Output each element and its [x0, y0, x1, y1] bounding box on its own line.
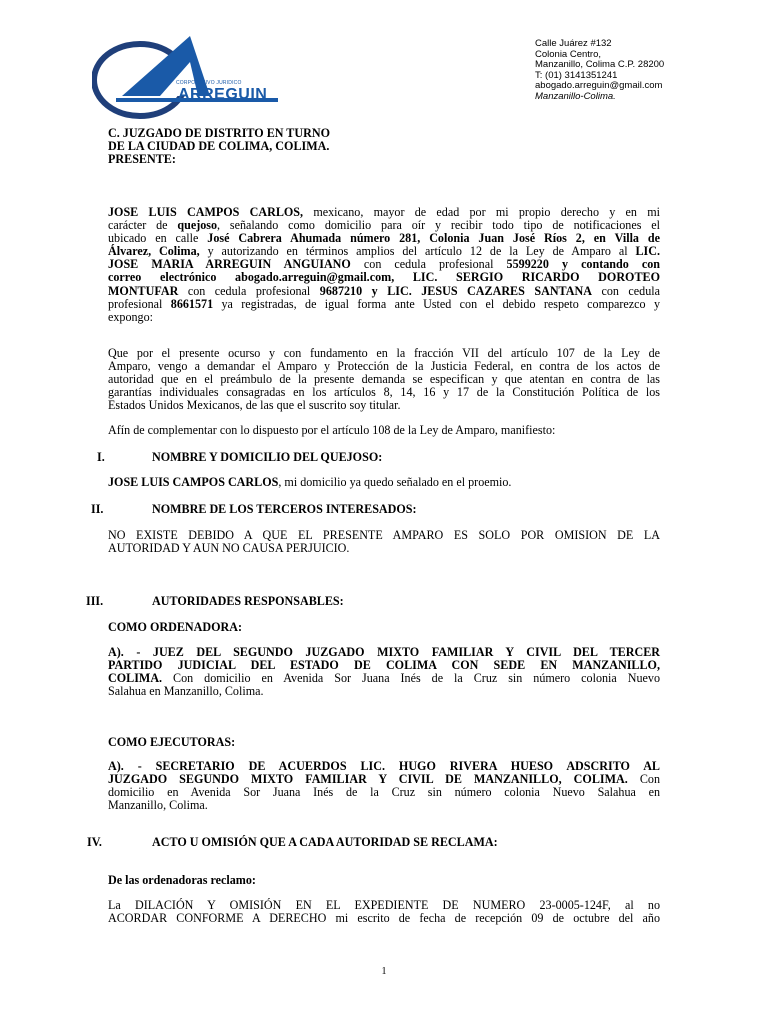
intro-text: con cedula profesional: [178, 283, 320, 298]
letterhead-address: [535, 39, 755, 103]
paragraph-line: A). - JUEZ DEL SEGUNDO JUZGADO MIXTO FAMILIAR Y CIVIL DEL TERCER: [108, 645, 660, 659]
intro-bold: LIC.: [635, 244, 661, 259]
intro-text: ubicado en calle: [108, 231, 208, 246]
intro-text: ya registradas, de igual forma ante Usted con el debido respeto comparezco y: [213, 296, 660, 311]
intro-text: mexicano, mayor de edad por mi propio derecho y en mi: [303, 205, 660, 219]
section-body: [108, 899, 660, 925]
intro-bold: José Cabrera Ahumada número 281, Colonia Juan José Ríos 2, en Villa de: [207, 231, 660, 246]
section-heading: NOMBRE DE LOS TERCEROS INTERESADOS:: [152, 502, 417, 516]
section-heading: AUTORIDADES RESPONSABLES:: [152, 594, 344, 608]
intro-text: carácter de: [108, 218, 178, 233]
address-line: Manzanillo, Colima C.P. 28200: [535, 59, 665, 71]
addressee-line: DE LA CIUDAD DE COLIMA, COLIMA.: [108, 139, 330, 154]
intro-text: expongo:: [108, 309, 154, 324]
paragraph-line: Manzanillo, Colima.: [108, 798, 208, 813]
body-paragraph: [108, 347, 660, 412]
section-number: I.: [97, 450, 105, 464]
paragraph-line: Que por el presente ocurso y con fundamento en la fracción VII del artículo 107 de la Ley de: [108, 346, 660, 360]
address-city: Manzanillo-Colima.: [535, 90, 616, 102]
paragraph-line: domicilio en Avenida Sor Juana Inés de la Cruz sin número colonia Nuevo Salahua en: [108, 785, 660, 800]
addressee-line: PRESENTE:: [108, 152, 176, 167]
intro-bold: 8661571: [170, 296, 214, 311]
paragraph-line: ACORDAR CONFORME A DERECHO mi escrito de fecha de recepción 09 de octubre del año: [108, 911, 660, 926]
quejoso-name: JOSE LUIS CAMPOS CARLOS,: [108, 205, 304, 219]
authority-ejecutoras: [108, 760, 660, 812]
intro-text: con cedula: [591, 283, 660, 298]
intro-text: y autorizando en términos amplios del artículo 12 de la Ley de Amparo al: [199, 244, 636, 259]
section-body: [108, 529, 660, 555]
company-logo: [92, 34, 282, 120]
addressee-block: [108, 127, 330, 166]
paragraph-line: autoridad que en el preámbulo de la presente demanda se especifican y que atentan en contra de las: [108, 372, 660, 387]
intro-paragraph: [108, 206, 660, 324]
paragraph-line: Estados Unidos Mexicanos, de las que el suscrito soy titular.: [108, 398, 401, 413]
paragraph-text: Con: [627, 772, 660, 787]
paragraph-line: A). - SECRETARIO DE ACUERDOS LIC. HUGO RIVERA HUESO ADSCRITO AL: [108, 759, 660, 773]
addressee-line: C. JUZGADO DE DISTRITO EN TURNO: [108, 126, 330, 140]
address-phone: T: (01) 3141351241: [535, 69, 618, 81]
section-number: III.: [86, 594, 104, 608]
paragraph-line: garantías individuales consagradas en los artículos 8, 14, 16 y 17 de la Constitución Política de los: [108, 385, 660, 400]
intro-bold: Álvarez, Colima,: [108, 244, 200, 259]
intro-bold: correo electrónico abogado.arreguin@gmail.com, LIC. SERGIO RICARDO DOROTEO: [108, 270, 660, 285]
paragraph-line: La DILACIÓN Y OMISIÓN EN EL EXPEDIENTE DE NUMERO 23-0005-124F, al no: [108, 898, 660, 912]
intro-bold: JOSE MARIA ARREGUIN ANGUIANO: [108, 257, 351, 272]
intro-text: profesional: [108, 296, 171, 311]
address-line: Colonia Centro,: [535, 48, 602, 60]
paragraph-line: AUTORIDAD Y AUN NO CAUSA PERJUICIO.: [108, 541, 350, 556]
intro-bold: 5599220 y contando con: [506, 257, 660, 272]
intro-bold: 9687210 y LIC. JESUS CAZARES SANTANA: [319, 283, 592, 298]
intro-text: , señalando como domicilio para oír y recibir todo tipo de notificaciones el: [217, 218, 660, 233]
paragraph-line: NO EXISTE DEBIDO A QUE EL PRESENTE AMPARO ES SOLO POR OMISION DE LA: [108, 528, 660, 542]
paragraph-text: Con domicilio en Avenida Sor Juana Inés de la Cruz sin número colonia Nuevo: [162, 671, 660, 686]
address-email: abogado.arreguin@gmail.com: [535, 80, 663, 92]
section-heading: ACTO U OMISIÓN QUE A CADA AUTORIDAD SE RECLAMA:: [152, 835, 498, 849]
paragraph-bold: JUZGADO SEGUNDO MIXTO FAMILIAR Y CIVIL DE MANZANILLO, COLIMA.: [108, 772, 628, 787]
paragraph-bold: COLIMA.: [108, 671, 163, 686]
section-text: , mi domicilio ya quedo señalado en el proemio.: [278, 475, 512, 489]
paragraph-line: PARTIDO JUDICIAL DEL ESTADO DE COLIMA CON SEDE EN MANZANILLO,: [108, 658, 660, 673]
page-number: 1: [381, 966, 387, 977]
logo-brand-text: ARREGUIN: [178, 86, 268, 103]
section-body: [108, 476, 511, 489]
intro-text: con cedula profesional: [350, 257, 507, 272]
subheading: De las ordenadoras reclamo:: [108, 873, 256, 887]
logo-graphic: [92, 34, 282, 120]
body-paragraph: Afín de complementar con lo dispuesto por el artículo 108 de la Ley de Amparo, manifiesto:: [108, 423, 556, 437]
paragraph-line: Salahua en Manzanillo, Colima.: [108, 684, 264, 699]
address-line: Calle Juárez #132: [535, 38, 612, 49]
section-number: II.: [91, 502, 104, 516]
paragraph-line: Amparo, vengo a demandar el Amparo y Protección de la Justicia Federal, en contra de los actos de: [108, 359, 660, 374]
intro-bold: MONTUFAR: [108, 283, 179, 298]
subheading: COMO EJECUTORAS:: [108, 735, 236, 749]
authority-ordenadora: [108, 646, 660, 698]
logo-subtitle: CORPORATIVO JURIDICO: [176, 80, 242, 86]
section-number: IV.: [87, 835, 102, 849]
subheading: COMO ORDENADORA:: [108, 620, 243, 634]
intro-bold: quejoso: [177, 218, 218, 233]
quejoso-name: JOSE LUIS CAMPOS CARLOS: [108, 475, 279, 489]
section-heading: NOMBRE Y DOMICILIO DEL QUEJOSO:: [152, 450, 383, 464]
